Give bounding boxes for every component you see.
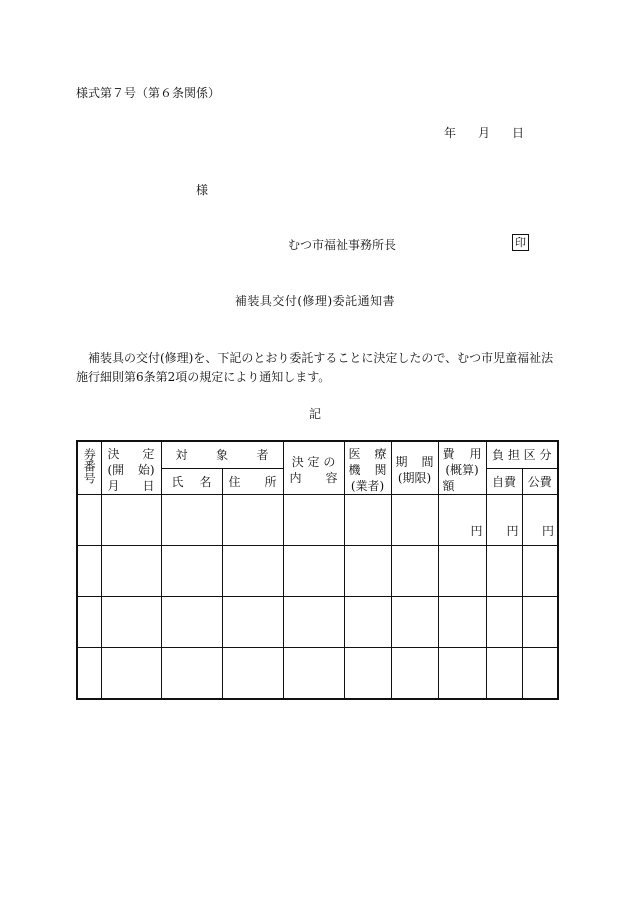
header-public-pay: 公費 xyxy=(522,468,558,495)
header-medical-institution: 医 療 機 関 (業者) xyxy=(344,441,391,495)
body-line-1: 補装具の交付(修理)を、下記のとおり委託することに決定したので、むつ市児童福祉法 xyxy=(88,351,554,365)
sender-name: むつ市福祉事務所長 xyxy=(288,238,397,252)
table-row xyxy=(77,546,558,597)
header-decision-date: 決 定 (開 始) 月 日 xyxy=(101,441,161,495)
date-line xyxy=(444,124,524,141)
header-burden: 負 担 区 分 xyxy=(486,441,558,468)
date-day: 日 xyxy=(512,126,525,140)
document-title: 補装具交付(修理)委託通知書 xyxy=(234,294,396,308)
header-cost: 費 用 (概算) 額 xyxy=(438,441,486,495)
header-decision-content: 決 定 の 内 容 xyxy=(283,441,344,495)
addressee-suffix: 様 xyxy=(196,183,209,197)
table-row xyxy=(77,495,558,546)
ki-heading: 記 xyxy=(308,407,321,421)
header-name: 氏 名 xyxy=(161,468,222,495)
public-pay-cell: 円 xyxy=(522,495,558,546)
seal-box: 印 xyxy=(512,234,529,251)
header-period: 期 間 (期限) xyxy=(391,441,438,495)
date-year: 年 xyxy=(444,126,457,140)
self-pay-cell: 円 xyxy=(486,495,522,546)
header-self-pay: 自費 xyxy=(486,468,522,495)
body-line-2: 施行細則第6条第2項の規定により通知します。 xyxy=(76,370,331,384)
notice-table xyxy=(76,440,559,700)
body-text xyxy=(76,349,576,387)
header-ticket-number: 券番号 xyxy=(77,441,101,495)
header-subject: 対 象 者 xyxy=(161,441,283,468)
cost-cell: 円 xyxy=(438,495,486,546)
table-row xyxy=(77,597,558,648)
header-address: 住 所 xyxy=(222,468,283,495)
table-row xyxy=(77,648,558,700)
form-number: 様式第７号（第６条関係） xyxy=(76,86,221,100)
date-month: 月 xyxy=(478,126,491,140)
